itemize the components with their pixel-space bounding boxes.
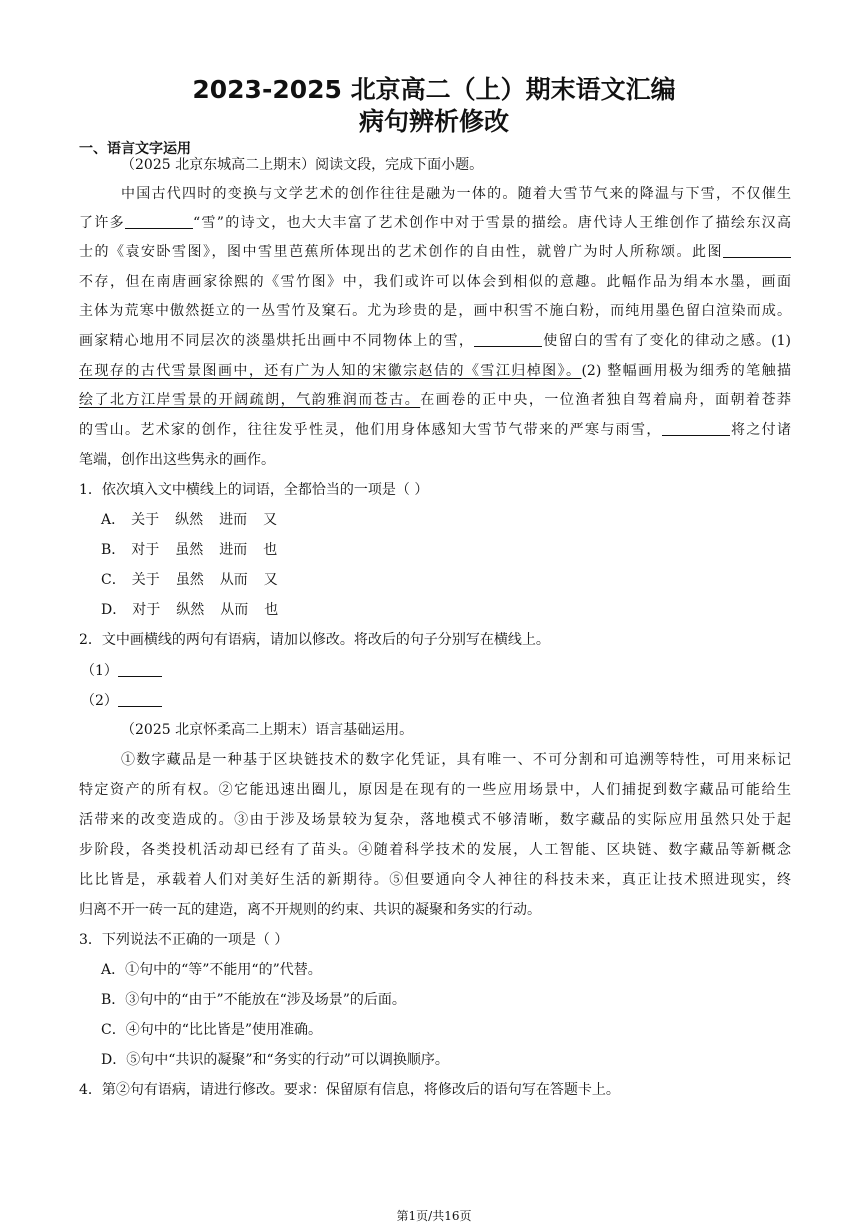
document-title: 2023-2025 北京高二（上）期末语文汇编	[192, 75, 676, 104]
passage1-line: 画家精心地用不同层次的淡墨烘托出画中不同物体上的雪， 使留白的雪有了变化的律动之感。(1)	[79, 333, 792, 349]
passage1-line: 笔端，创作出这些隽永的画作。	[79, 452, 275, 468]
question-3-option-a: A．①句中的“等”不能用“的”代替。	[101, 962, 322, 978]
passage1-line: 主体为荒寒中傲然挺立的一丛雪竹及窠石。尤为珍贵的是，画中积雪不施白粉，而纯用墨色留白渲染而成。	[79, 303, 791, 319]
answer-blank	[723, 243, 791, 258]
section-heading: 一、语言文字运用	[79, 141, 191, 157]
question-2-stem: 2．文中画横线的两句有语病，请加以修改。将改后的句子分别写在横线上。	[79, 632, 550, 648]
passage1-line: 不存，但在南唐画家徐熙的《雪竹图》中，我们或许可以体会到相似的意趣。此幅作品为绢本水墨，画面	[79, 274, 791, 290]
page-footer: 第1页/共16页	[396, 1209, 472, 1223]
question-1-option-d: D． 对于 纵然 从而 也	[101, 602, 279, 618]
passage1-line: 了许多 “雪”的诗文，也大大丰富了艺术创作中对于雪景的描绘。唐代诗人王维创作了描绘东汉高	[79, 215, 792, 231]
document-subtitle: 病句辨析修改	[358, 107, 509, 136]
passage2-line: ①数字藏品是一种基于区块链技术的数字化凭证，具有唯一、不可分割和可追溯等特性，可用来标记	[121, 752, 791, 768]
passage2-line: 归离不开一砖一瓦的建造，离不开规则的约束、共识的凝聚和务实的行动。	[79, 902, 541, 918]
passage1-line: 在现存的古代雪景图画中，还有广为人知的宋徽宗赵佶的《雪江归棹图》。(2) 整幅画用极为细秀的笔触描	[79, 363, 792, 379]
passage2-source: （2025 北京怀柔高二上期末）语言基础运用。	[121, 722, 414, 738]
passage2-line: 活带来的改变造成的。③由于涉及场景较为复杂，落地模式不够清晰，数字藏品的实际应用虽然只处于起	[79, 812, 791, 828]
question-2-answer-2: （2）	[81, 691, 793, 711]
question-1-stem: 1．依次填入文中横线上的词语，全都恰当的一项是（ ）	[79, 482, 429, 498]
question-1-option-a: A． 关于 纵然 进而 又	[101, 512, 278, 528]
answer-blank	[474, 332, 542, 347]
question-3-option-b: B．③句中的“由于”不能放在“涉及场景”的后面。	[101, 992, 406, 1008]
passage2-line: 步阶段，各类投机活动却已经有了苗头。④随着科学技术的发展，人工智能、区块链、数字藏品等新概念	[79, 842, 791, 858]
passage1-source: （2025 北京东城高二上期末）阅读文段，完成下面小题。	[121, 157, 484, 173]
question-4-stem: 4．第②句有语病，请进行修改。要求：保留原有信息，将修改后的语句写在答题卡上。	[79, 1082, 620, 1098]
underlined-sentence-1: 在现存的古代雪景图画中，还有广为人知的宋徽宗赵佶的《雪江归棹图》。	[79, 363, 582, 379]
question-1-option-b: B． 对于 虽然 进而 也	[101, 542, 278, 558]
question-1-option-c: C． 关于 虽然 从而 又	[101, 572, 278, 588]
passage1-line: 中国古代四时的变换与文学艺术的创作往往是融为一体的。随着大雪节气来的降温与下雪，不仅催生	[121, 186, 791, 202]
answer-blank	[662, 421, 730, 436]
answer-blank	[118, 662, 162, 677]
question-2-answer-1: （1）	[81, 661, 793, 681]
passage1-line: 绘了北方江岸雪景的开阔疏朗，气韵雅润而苍古。在画卷的正中央，一位渔者独自驾着扁舟，面朝着苍莽	[79, 392, 792, 408]
question-3-option-d: D．⑤句中“共识的凝聚”和“务实的行动”可以调换顺序。	[101, 1052, 449, 1068]
passage2-line: 特定资产的所有权。②它能迅速出圈儿，原因是在现有的一些应用场景中，人们捕捉到数字藏品可能给生	[79, 782, 791, 798]
underlined-sentence-2: 绘了北方江岸雪景的开阔疏朗，气韵雅润而苍古。	[79, 392, 421, 408]
question-3-option-c: C．④句中的“比比皆是”使用准确。	[101, 1022, 323, 1038]
answer-blank	[118, 692, 162, 707]
passage1-line: 士的《袁安卧雪图》，图中雪里芭蕉所体现出的艺术创作的自由性，就曾广为时人所称颂。此图	[79, 242, 791, 262]
passage2-line: 比比皆是，承载着人们对美好生活的新期待。⑤但要通向令人神往的科技未来，真正让技术照进现实，终	[79, 872, 791, 888]
question-3-stem: 3．下列说法不正确的一项是（ ）	[79, 932, 289, 948]
passage1-line: 的雪山。艺术家的创作，往往发乎性灵，他们用身体感知大雪节气带来的严寒与雨雪， 将之付诸	[79, 422, 792, 438]
answer-blank	[125, 214, 193, 229]
